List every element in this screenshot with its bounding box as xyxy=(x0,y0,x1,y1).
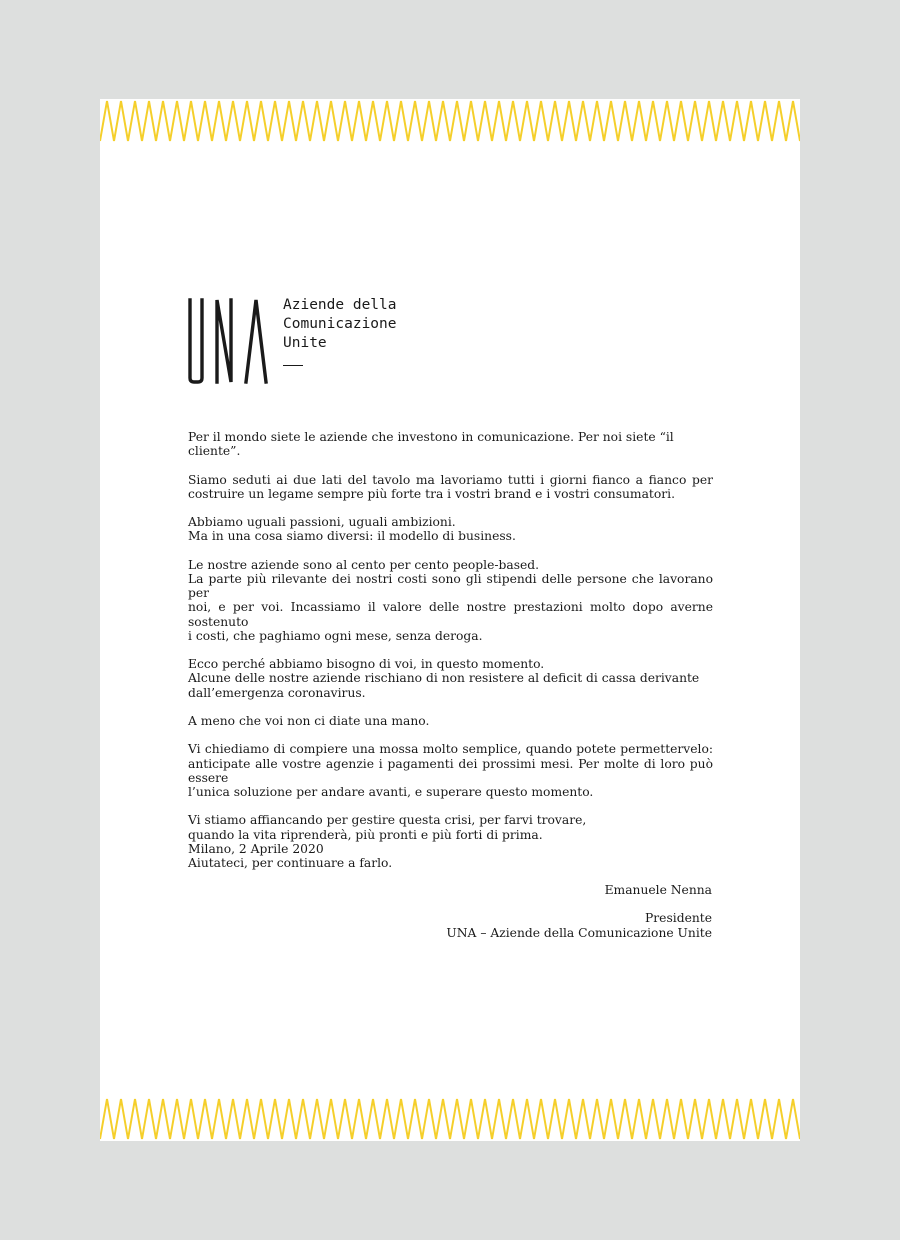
logo-line: Unite xyxy=(283,335,327,351)
top-pattern-band xyxy=(100,99,800,143)
letter-line: dall’emergenza coronavirus. xyxy=(188,685,366,700)
letter-paragraph xyxy=(188,742,713,799)
una-logo xyxy=(188,296,418,388)
letter-line: Vi stiamo affiancando per gestire questa crisi, per farvi trovare, xyxy=(188,813,587,828)
letter-line: Ma in una cosa siamo diversi: il modello di business. xyxy=(188,529,516,544)
letter-paragraph xyxy=(188,813,713,841)
zigzag-pattern-bottom xyxy=(100,1097,800,1141)
logo-line: Aziende della xyxy=(283,297,397,313)
letter-date: Milano, 2 Aprile 2020 xyxy=(188,842,324,856)
letter-line: La parte più rilevante dei nostri costi sono gli stipendi delle persone che lavorano per xyxy=(188,571,713,601)
letter-line: quando la vita riprenderà, più pronti e più forti di prima. xyxy=(188,827,543,842)
letter-line: Vi chiediamo di compiere una mossa molto semplice, quando potete permettervelo: xyxy=(188,742,713,757)
letter-paragraph xyxy=(188,558,713,643)
bottom-pattern-band xyxy=(100,1097,800,1141)
letter-line: Aiutateci, per continuare a farlo. xyxy=(188,855,393,870)
letter-line: Le nostre aziende sono al cento per cento people-based. xyxy=(188,557,540,572)
letter-paragraph xyxy=(188,714,713,728)
letter-line: l’unica soluzione per andare avanti, e superare questo momento. xyxy=(188,784,594,799)
letter-paragraph xyxy=(188,856,713,870)
signer-name: Emanuele Nenna xyxy=(604,883,712,897)
zigzag-line xyxy=(100,1099,800,1139)
letter-line: Siamo seduti ai due lati del tavolo ma lavoriamo tutti i giorni fianco a fianco per xyxy=(188,472,713,487)
signer-role: Presidente xyxy=(645,911,712,926)
letter-line: noi, e per voi. Incassiamo il valore delle nostre prestazioni molto dopo averne sostenuto xyxy=(188,600,713,629)
letter-paragraph xyxy=(188,473,713,501)
letter-line: Alcune delle nostre aziende rischiano di non resistere al deficit di cassa derivante xyxy=(188,671,700,686)
letter-line: Per il mondo siete le aziende che investono in comunicazione. Per noi siete “il cliente”. xyxy=(188,430,674,459)
una-logo-mark xyxy=(188,298,270,384)
letter-sheet xyxy=(100,99,800,1141)
logo-underline xyxy=(283,365,303,366)
letter-body xyxy=(188,430,713,884)
logo-line: Comunicazione xyxy=(283,316,397,332)
letter-paragraph xyxy=(188,430,713,458)
signature-block xyxy=(446,883,712,940)
letter-line: Abbiamo uguali passioni, uguali ambizioni. xyxy=(188,515,456,530)
una-logo-wordmark xyxy=(283,296,397,353)
letter-line: anticipate alle vostre agenzie i pagamenti dei prossimi mesi. Per molte di loro può essere xyxy=(188,756,713,785)
letter-paragraph xyxy=(188,657,713,700)
zigzag-pattern-top xyxy=(100,99,800,143)
letter-line: Ecco perché abbiamo bisogno di voi, in questo momento. xyxy=(188,657,545,672)
letter-line: costruire un legame sempre più forte tra i vostri brand e i vostri consumatori. xyxy=(188,486,675,501)
signer-organization: UNA – Aziende della Comunicazione Unite xyxy=(446,925,712,940)
letter-line: A meno che voi non ci diate una mano. xyxy=(188,713,430,728)
letter-paragraph xyxy=(188,515,713,543)
zigzag-line xyxy=(100,101,800,141)
letter-line: i costi, che paghiamo ogni mese, senza deroga. xyxy=(188,628,483,643)
